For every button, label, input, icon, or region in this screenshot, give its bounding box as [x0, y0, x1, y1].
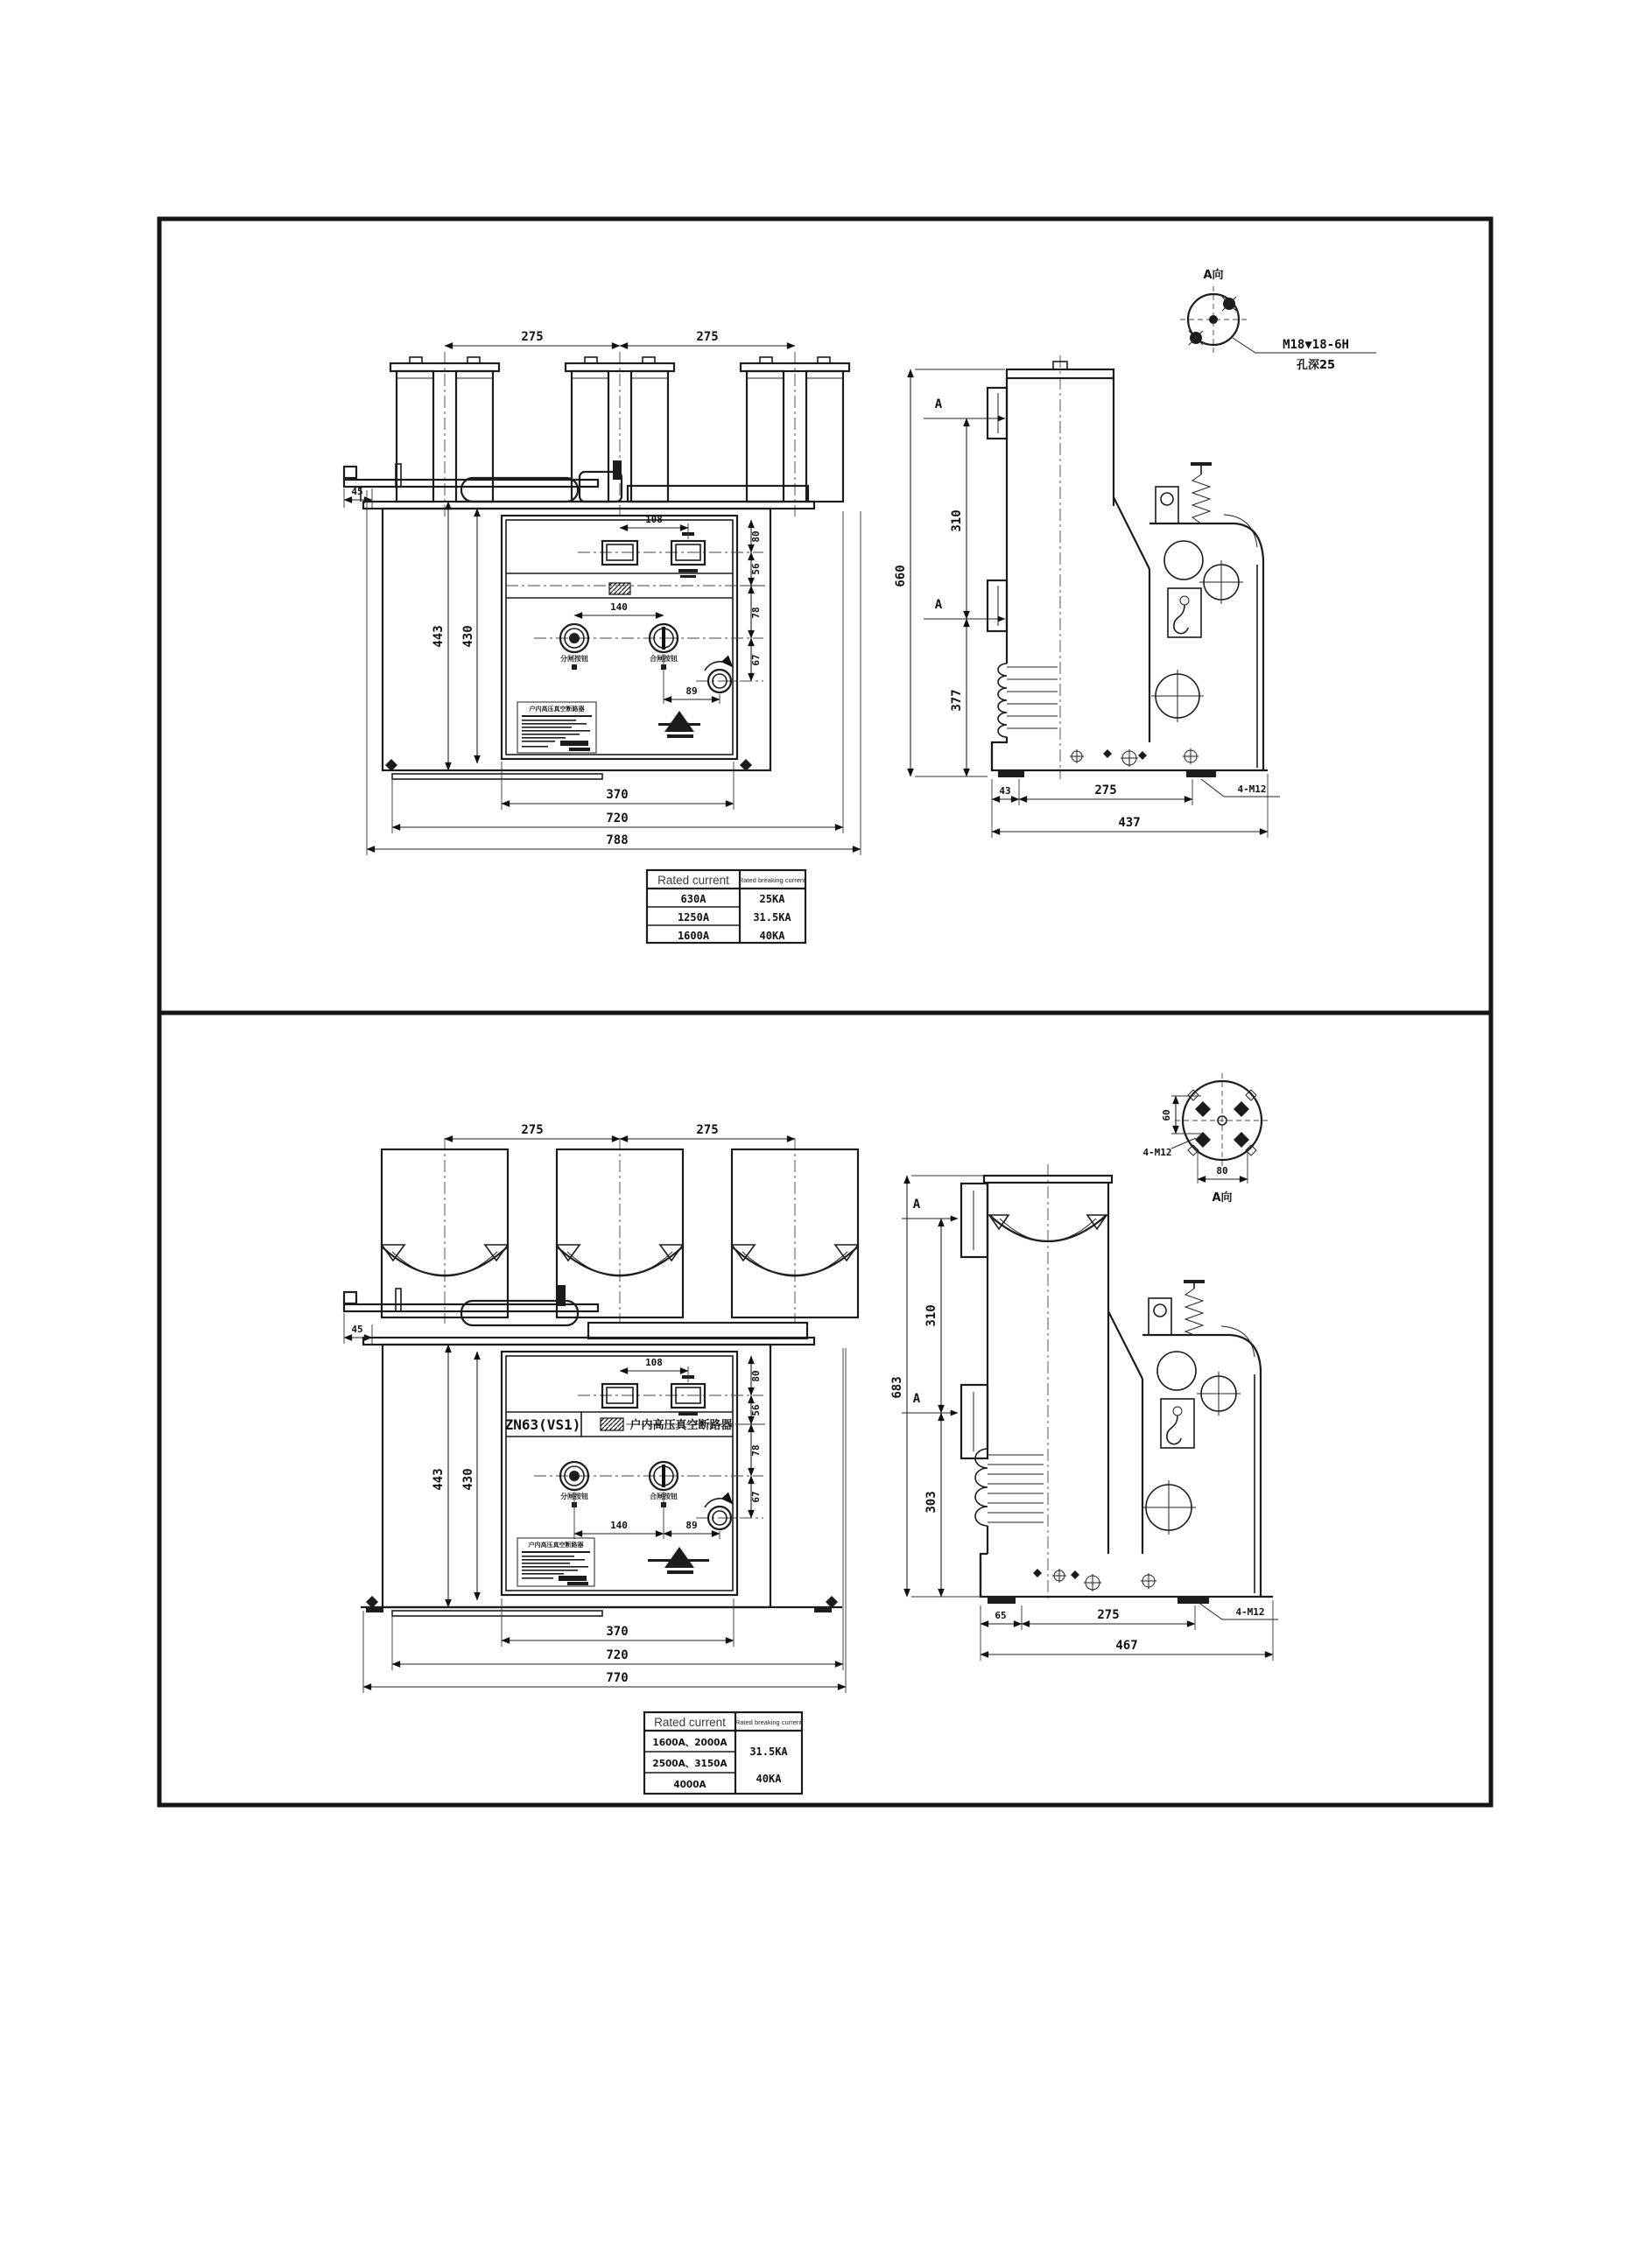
- p2-dim-67: 67: [750, 1491, 762, 1503]
- p1-dim-275-left: 275: [521, 330, 544, 344]
- p1-dim-370: 370: [606, 788, 629, 802]
- p2-side-view: [890, 1164, 1278, 1661]
- p1-bolt-note: 4-M12: [1237, 783, 1267, 795]
- p2-band: [505, 1412, 763, 1437]
- p2-logo: [648, 1547, 709, 1574]
- p2-section-a-bottom: A: [912, 1392, 921, 1406]
- p2-dim-720: 720: [606, 1648, 629, 1662]
- p1-dim-443: 443: [432, 625, 446, 648]
- p2-dim-275-left: 275: [521, 1123, 544, 1137]
- p1-dim-80: 80: [750, 530, 762, 543]
- p1-dim-89-label: 89: [685, 685, 698, 697]
- p2-table-r2c1: 2500A、3150A: [652, 1759, 728, 1769]
- p1-dim-67: 67: [750, 654, 762, 666]
- p1-dim-pole-pitch: [445, 330, 795, 346]
- p2-dim-303: 303: [924, 1491, 938, 1514]
- p1-table-r2c2: 31.5KA: [753, 911, 791, 924]
- p1-table-r3c2: 40KA: [759, 930, 785, 942]
- p1-band: [506, 573, 763, 598]
- p2-bolt-note: 4-M12: [1235, 1606, 1265, 1618]
- p1-dim-377: 377: [950, 689, 964, 712]
- p2-dim-683: 683: [890, 1376, 904, 1399]
- p1-dim-45-label: 45: [351, 486, 363, 497]
- p1-dim-heights: [432, 502, 477, 770]
- panel1: [344, 268, 1376, 943]
- p2-side-base: [981, 1554, 1273, 1604]
- p2-fins: [975, 1449, 1044, 1554]
- p2-table-col2: Rated breaking current: [735, 1718, 803, 1726]
- p1-dim-275: 275: [1094, 783, 1117, 797]
- p2-dim-heights: [432, 1345, 477, 1607]
- p2-dim-89-label: 89: [685, 1520, 698, 1531]
- p2-dim-370: 370: [606, 1625, 629, 1639]
- p2-detail-bolt-note: 4-M12: [1142, 1147, 1172, 1158]
- p2-dim-108: [620, 1357, 688, 1382]
- p2-dim-275: 275: [1097, 1608, 1120, 1622]
- p2-dims-140-89: [574, 1492, 720, 1539]
- p1-dim-108-label: 108: [645, 514, 663, 525]
- p2-dim-pole-pitch: [445, 1123, 795, 1139]
- p1-rating-table: [647, 870, 806, 943]
- p1-dim-43: 43: [999, 785, 1011, 797]
- p2-dim-140-label: 140: [610, 1520, 628, 1531]
- p1-dim-45: [344, 486, 372, 508]
- p2-dim-65: 65: [995, 1610, 1007, 1621]
- p2-open-button-label: 分闸按钮: [560, 1493, 588, 1500]
- p2-indicator-windows: [578, 1375, 763, 1416]
- p1-side-base: [992, 737, 1268, 777]
- p2-detail-dim-60: 60: [1161, 1109, 1172, 1121]
- p1-section-arrows: [924, 397, 1005, 619]
- p1-detail-view: [1180, 268, 1376, 372]
- p1-table-r1c2: 25KA: [759, 893, 785, 905]
- p2-dim-430: 430: [461, 1468, 475, 1491]
- p1-detail-title: A向: [1203, 269, 1224, 282]
- p2-nameplate-title: 户内高压真空断路器: [528, 1542, 584, 1549]
- p2-table-r2c2: 40KA: [756, 1773, 782, 1785]
- p1-interlock-bracket: [344, 460, 808, 502]
- p2-section-a-top: A: [912, 1198, 921, 1212]
- p2-rating-table: [644, 1712, 803, 1794]
- p2-mechanism-housing: [1108, 1280, 1261, 1597]
- p2-table-col1: Rated current: [654, 1716, 726, 1729]
- p1-dim-56: 56: [750, 563, 762, 575]
- p1-section-a-bottom: A: [934, 598, 943, 612]
- p1-indicator-windows: [578, 532, 763, 578]
- p1-dim-140: [574, 601, 664, 615]
- p1-dim-108: [620, 514, 688, 539]
- p1-side-view: [894, 355, 1280, 838]
- p1-table-r2c1: 1250A: [677, 911, 710, 924]
- p2-dim-78: 78: [750, 1444, 762, 1457]
- p1-dim-437: 437: [1118, 816, 1141, 830]
- p1-nameplate-title: 户内高压真空断路器: [529, 706, 585, 713]
- p1-dim-788: 788: [606, 833, 629, 847]
- p2-front-view: [344, 1123, 858, 1693]
- p2-dim-80: 80: [750, 1370, 762, 1382]
- p1-close-button-label: 合闸按钮: [650, 655, 678, 663]
- p1-dim-chain: [740, 520, 765, 681]
- p1-buttons: [534, 624, 763, 670]
- panel2: [344, 1073, 1278, 1794]
- p1-nameplate: [517, 702, 596, 753]
- p1-front-view: [344, 330, 861, 855]
- p2-detail-dim-80: 80: [1216, 1165, 1228, 1177]
- p1-detail-studs: [1189, 297, 1236, 345]
- p2-dim-443: 443: [432, 1468, 446, 1491]
- p2-band-title: 户内高压真空断路器: [629, 1419, 733, 1432]
- p1-logo: [658, 711, 700, 738]
- p1-mechanism-housing: [1114, 462, 1263, 770]
- p1-dim-140-label: 140: [610, 601, 628, 613]
- p1-section-a-top: A: [934, 397, 943, 411]
- p2-dim-467: 467: [1115, 1639, 1138, 1653]
- p2-model-label: ZN63(VS1): [504, 1416, 581, 1433]
- p2-table-r3c1: 4000A: [673, 1780, 706, 1790]
- p2-side-dims: [890, 1176, 1278, 1661]
- p2-dim-108-label: 108: [645, 1357, 663, 1368]
- p2-dim-770: 770: [606, 1671, 629, 1685]
- p2-dim-275-right: 275: [696, 1123, 719, 1137]
- p1-table-col1: Rated current: [657, 874, 729, 887]
- p1-dim-310: 310: [950, 509, 964, 532]
- p1-dim-78: 78: [750, 607, 762, 619]
- p1-dim-720: 720: [606, 811, 629, 825]
- p1-dim-660: 660: [894, 565, 908, 587]
- p1-side-dims: [894, 369, 1280, 838]
- p1-fins: [998, 664, 1058, 737]
- p2-table-r1c1: 1600A、2000A: [652, 1738, 728, 1748]
- p2-dim-56: 56: [750, 1404, 762, 1416]
- p1-table-r1c1: 630A: [680, 893, 706, 905]
- p1-open-button-label: 分闸按钮: [560, 655, 588, 663]
- p1-table-col2: Rated breaking current: [738, 876, 806, 884]
- p2-table-r1c2: 31.5KA: [749, 1746, 788, 1758]
- p1-detail-thread: M18▼18-6H: [1283, 338, 1349, 352]
- p1-detail-note: 孔深25: [1296, 359, 1336, 372]
- p2-bottom-dims: [363, 1348, 846, 1693]
- p2-nameplate: [517, 1538, 594, 1586]
- p2-close-button-label: 合闸按钮: [650, 1493, 678, 1500]
- p1-table-r3c1: 1600A: [677, 930, 710, 942]
- p1-dim-275-right: 275: [696, 330, 719, 344]
- p2-dim-45-label: 45: [351, 1324, 363, 1335]
- p1-dim-430: 430: [461, 625, 475, 648]
- p1-base: [385, 759, 752, 779]
- sheet-frame: [159, 219, 1491, 1805]
- p2-dim-310: 310: [924, 1304, 938, 1327]
- p2-interlock-bracket: [344, 1285, 807, 1338]
- p2-dim-45: [344, 1313, 372, 1344]
- p2-dim-chain: [740, 1356, 765, 1518]
- p2-detail-title: A向: [1212, 1191, 1233, 1205]
- p2-detail-view: [1142, 1073, 1269, 1205]
